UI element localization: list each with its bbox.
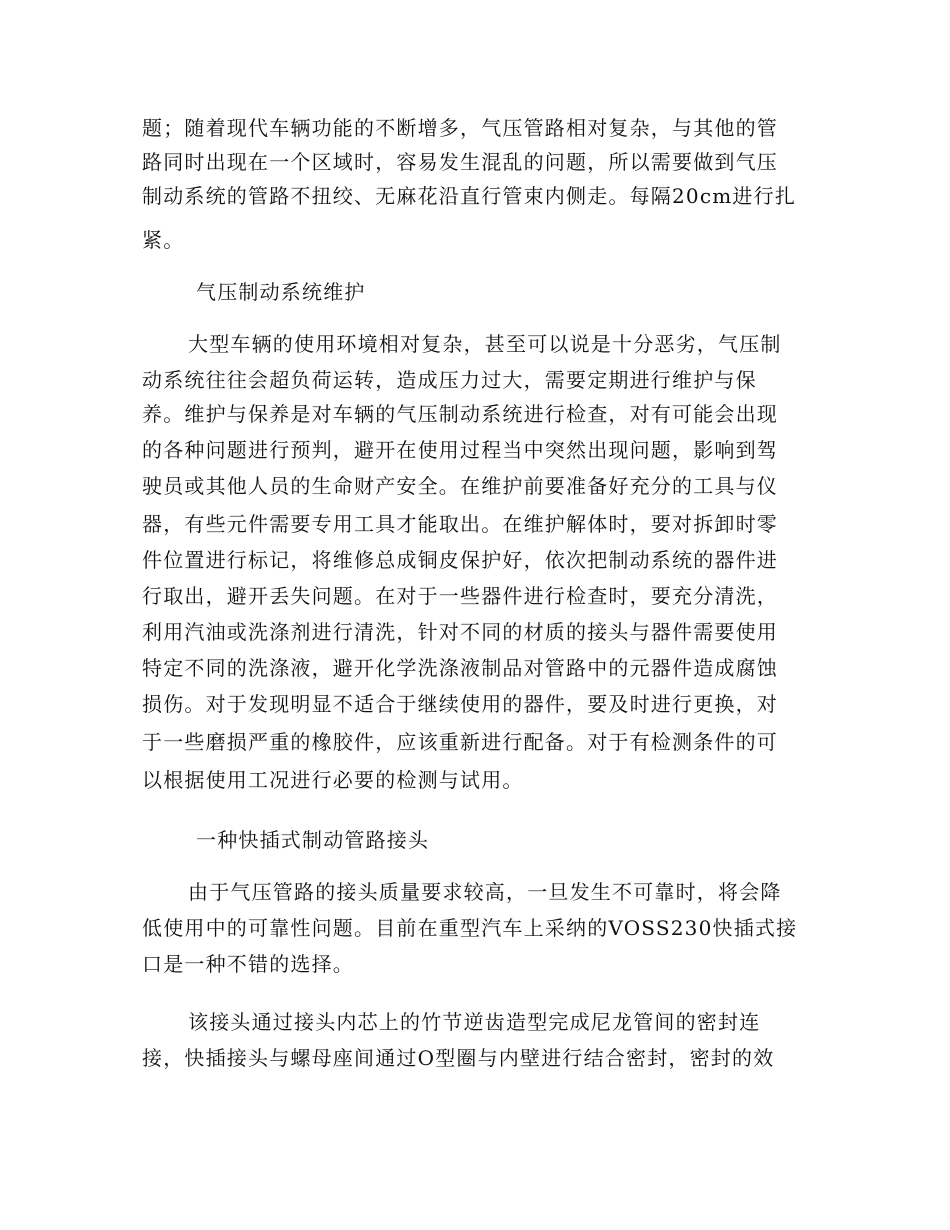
section-heading: 气压制动系统维护 [196,280,366,304]
text-line: 损伤。对于发现明显不适合于继续使用的器件，要及时进行更换，对 [142,692,778,716]
text-line: 利用汽油或洗涤剂进行清洗，针对不同的材质的接头与器件需要使用 [142,620,778,644]
text-line: 该接头通过接头内芯上的竹节逆齿造型完成尼龙管间的密封连 [188,1010,761,1034]
text-line: 路同时出现在一个区域时，容易发生混乱的问题，所以需要做到气压 [142,150,778,174]
text-line: 题；随着现代车辆功能的不断增多，气压管路相对复杂，与其他的管 [142,116,778,140]
section-heading: 一种快插式制动管路接头 [196,828,430,852]
text-line: 大型车辆的使用环境相对复杂，甚至可以说是十分恶劣，气压制 [188,332,782,356]
text-line: 驶员或其他人员的生命财产安全。在维护前要准备好充分的工具与仪 [142,474,778,498]
text-line: 的各种问题进行预判，避开在使用过程当中突然出现问题，影响到驾 [142,438,778,462]
text-line: 紧。 [142,228,185,252]
text-line: 制动系统的管路不扭绞、无麻花沿直行管束内侧走。每隔20cm进行扎 [142,184,797,208]
text-line: 行取出，避开丢失问题。在对于一些器件进行检查时，要充分清洗， [142,584,778,608]
text-line: 养。维护与保养是对车辆的气压制动系统进行检查，对有可能会出现 [142,402,778,426]
text-line: 特定不同的洗涤液，避开化学洗涤液制品对管路中的元器件造成腐蚀 [142,656,778,680]
text-line: 动系统往往会超负荷运转，造成压力过大，需要定期进行维护与保 [142,368,757,392]
text-line: 口是一种不错的选择。 [142,952,354,976]
text-line: 由于气压管路的接头质量要求较高，一旦发生不可靠时，将会降 [188,880,782,904]
text-line: 接，快插接头与螺母座间通过O型圈与内壁进行结合密封，密封的效 [142,1046,775,1070]
text-line: 器，有些元件需要专用工具才能取出。在维护解体时，要对拆卸时零 [142,512,778,536]
text-line: 低使用中的可靠性问题。目前在重型汽车上采纳的VOSS230快插式接 [142,916,798,940]
text-line: 件位置进行标记，将维修总成铜皮保护好，依次把制动系统的器件进 [142,548,778,572]
text-line: 于一些磨损严重的橡胶件，应该重新进行配备。对于有检测条件的可 [142,730,778,754]
text-line: 以根据使用工况进行必要的检测与试用。 [142,768,524,792]
